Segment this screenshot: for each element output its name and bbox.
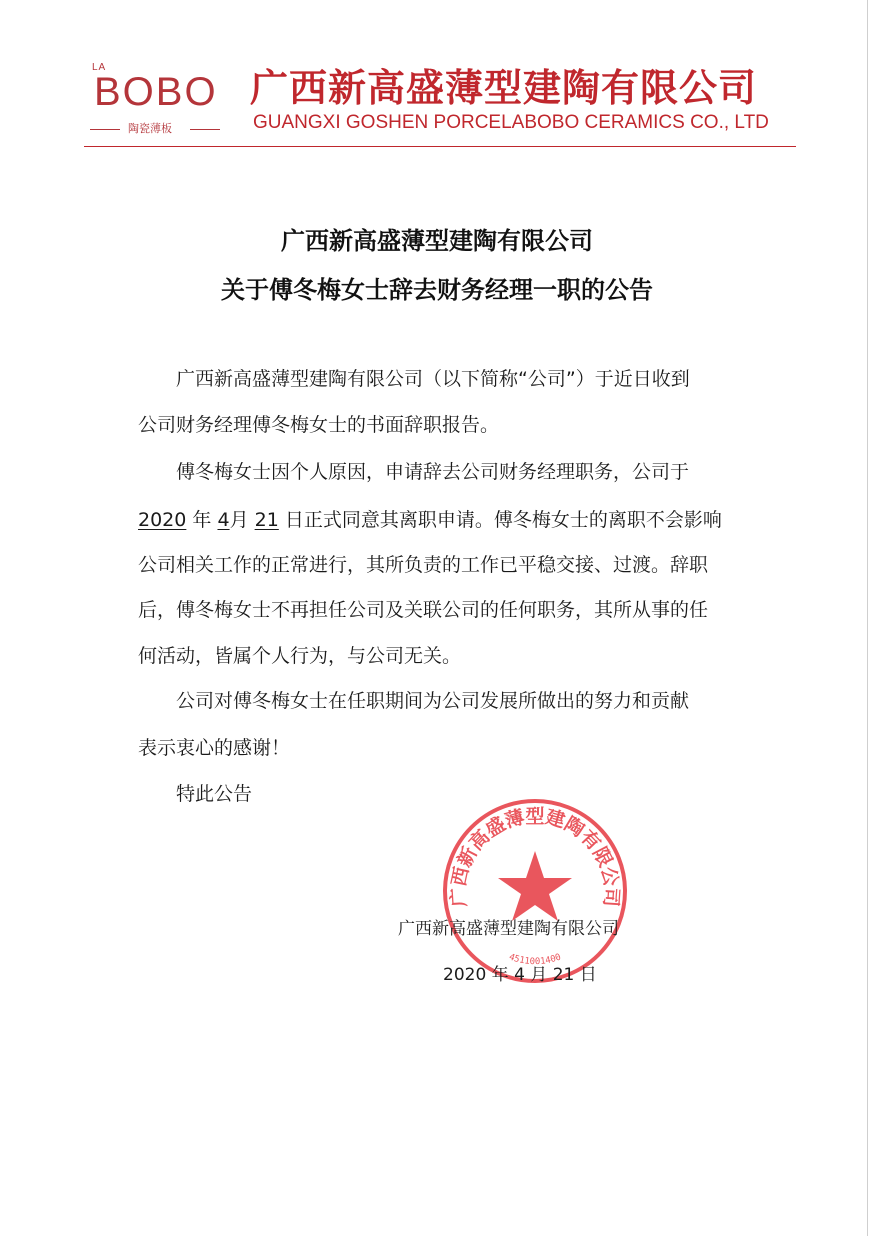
paragraph-2-line-2 [138,507,722,533]
notice-title-line1: 广西新高盛薄型建陶有限公司 [281,227,593,255]
date-month-unit: 月 [229,509,249,531]
paragraph-1-line-2: 公司财务经理傅冬梅女士的书面辞职报告。 [138,414,500,436]
letterhead-company-cn: 广西新高盛薄型建陶有限公司 [250,66,758,110]
bobo-logo [86,60,236,140]
logo-subtitle: 陶瓷薄板 [128,122,172,135]
logo-rule-left [90,129,120,130]
seal-code-text: 4511001400 [507,952,563,968]
date-year-unit: 年 [192,509,212,531]
date-year: 2020 [138,509,187,531]
letterhead-divider [84,146,796,147]
paragraph-3-line-1: 公司对傅冬梅女士在任职期间为公司发展所做出的努力和贡献 [176,690,690,712]
seal-star-icon [498,851,572,921]
scan-edge-line [867,0,868,1236]
logo-la-text: LA [92,62,107,73]
notice-title-line2: 关于傅冬梅女士辞去财务经理一职的公告 [221,276,653,304]
logo-bobo-text: BOBO [94,70,218,114]
paragraph-2-line-2-text: 日正式同意其离职申请。傅冬梅女士的离职不会影响 [284,509,722,531]
paragraph-2-line-4: 后，傅冬梅女士不再担任公司及关联公司的任何职务，其所从事的任 [138,599,709,621]
signature-company: 广西新高盛薄型建陶有限公司 [398,919,619,939]
date-day: 21 [254,509,279,531]
logo-subline [90,122,220,136]
letterhead-company-en: GUANGXI GOSHEN PORCELABOBO CERAMICS CO., LTD [253,112,769,133]
paragraph-2-line-1: 傅冬梅女士因个人原因，申请辞去公司财务经理职务，公司于 [176,461,690,483]
signature-date: 2020 年 4 月 21 日 [443,965,597,985]
date-month: 4 [217,509,230,531]
paragraph-2-line-3: 公司相关工作的正常进行，其所负责的工作已平稳交接、过渡。辞职 [138,554,709,576]
logo-rule-right [190,129,220,130]
paragraph-3-line-2: 表示衷心的感谢！ [138,737,291,759]
company-seal [440,796,630,986]
paragraph-1-line-1: 广西新高盛薄型建陶有限公司（以下简称“公司”）于近日收到 [176,368,690,390]
closing-text: 特此公告 [176,783,253,805]
paragraph-2-line-5: 何活动，皆属个人行为，与公司无关。 [138,645,462,667]
seal-arc-text: 广西新高盛薄型建陶有限公司 [447,805,623,908]
